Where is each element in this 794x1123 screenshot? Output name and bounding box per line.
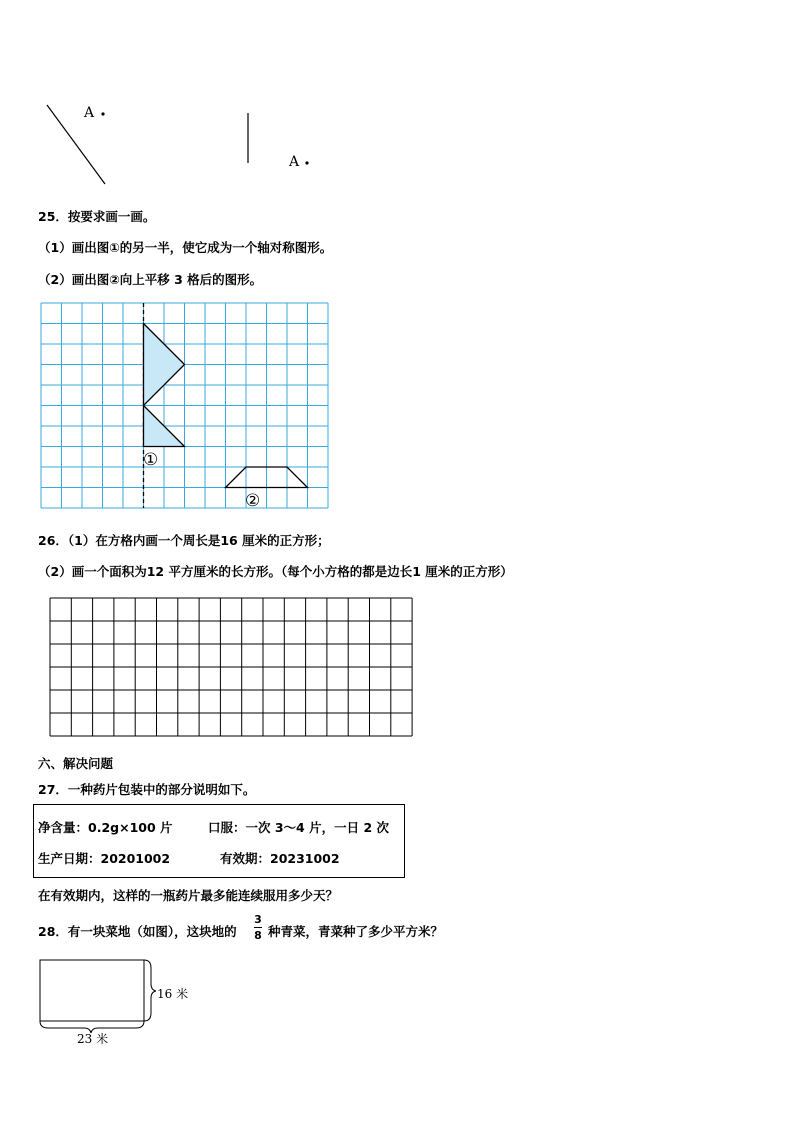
section6-title: 六、解决问题: [38, 756, 114, 771]
width-label: 23 米: [77, 1032, 109, 1046]
q27-title: 27．一种药片包装中的部分说明如下。: [38, 782, 256, 797]
fraction-three-eighths: [254, 913, 262, 942]
q25-item2: （2）画出图②向上平移 3 格后的图形。: [38, 272, 263, 287]
q26-grid: [49, 597, 414, 739]
production-date: 生产日期：20201002: [38, 851, 171, 866]
q26-item2: （2）画一个面积为12 平方厘米的长方形。（每个小方格的都是边长1 厘米的正方形）: [38, 564, 513, 579]
point-a-label-2: A: [289, 154, 300, 170]
vegetable-plot-rect: [40, 960, 144, 1021]
height-label: 16 米: [157, 987, 189, 1001]
q25-title: 25．按要求画一画。: [38, 209, 156, 224]
fraction-numerator: 3: [254, 913, 262, 926]
slanted-line: [47, 105, 105, 184]
point-a-label-1: A: [84, 105, 95, 121]
q26-item1: 26．（1）在方格内画一个周长是16 厘米的正方形；: [38, 533, 330, 548]
q28-text-after: 种青菜，青菜种了多少平方米？: [268, 924, 444, 939]
figure1-label: ①: [143, 450, 159, 470]
height-brace: [144, 960, 156, 1021]
figure2-label: ②: [245, 491, 261, 511]
net-content: 净含量：0.2g×100 片: [38, 820, 173, 835]
expiry-date: 有效期：20231002: [220, 851, 340, 866]
q28-text-before: 28．有一块菜地（如图），这块地的: [38, 924, 237, 939]
dosage: 口服：一次 3～4 片，一日 2 次: [208, 820, 390, 835]
vegetable-plot-figure: [38, 958, 238, 1048]
q25-item1: （1）画出图①的另一半，使它成为一个轴对称图形。: [38, 240, 333, 255]
point-a-dot-1: [101, 112, 104, 115]
q27-question: 在有效期内，这样的一瓶药片最多能连续服用多少天？: [38, 888, 339, 903]
medicine-info-box: [33, 804, 405, 878]
q25-grid: [40, 302, 330, 514]
point-a-dot-2: [305, 161, 308, 164]
fraction-denominator: 8: [254, 929, 262, 942]
top-figure: [0, 0, 794, 200]
